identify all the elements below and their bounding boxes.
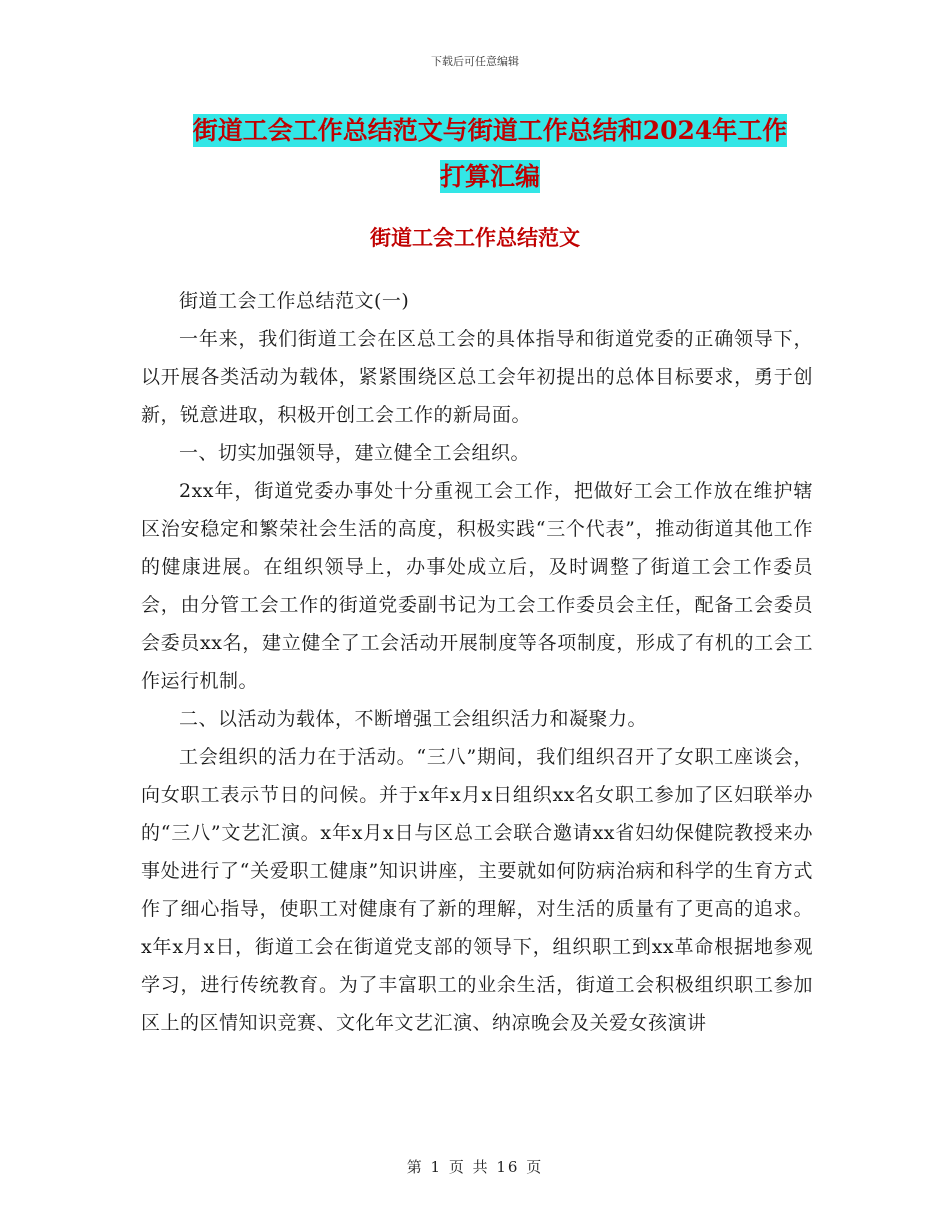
paragraph: 工会组织的活力在于活动。“三八”期间，我们组织召开了女职工座谈会，向女职工表示节日的问候。并于x年x月x日组织xx名女职工参加了区妇联举办的“三八”文艺汇演。x年x月x日与区总工会联合邀请xx省妇幼保健院教授来办事处进行了“关爱职工健康”知识讲座，主要就如何防病治病和科学的生育方式作了细心指导，使职工对健康有了新的理解，对生活的质量有了更高的追求。x年x月x日，街道工会在街道党支部的领导下，组织职工到xx革命根据地参观学习，进行传统教育。为了丰富职工的业余生活，街道工会积极组织职工参加区上的区情知识竞赛、文化年文艺汇演、纳凉晚会及关爱女孩演讲 (141, 746, 813, 1034)
paragraph: 二、以活动为载体，不断增强工会组织活力和凝聚力。 (179, 708, 648, 730)
document-title (140, 108, 840, 200)
paragraph: 街道工会工作总结范文(一) (179, 290, 410, 312)
title-line-1: 街道工会工作总结范文与街道工作总结和2024年工作 (192, 116, 788, 145)
paragraph: 一、切实加强领导，建立健全工会组织。 (179, 442, 531, 464)
document-body (141, 282, 813, 1042)
title-line-2: 打算汇编 (439, 162, 540, 191)
section-title: 街道工会工作总结范文 (370, 225, 580, 250)
page-header: 下载后可任意编辑 (431, 55, 519, 68)
paragraph: 2xx年，街道党委办事处十分重视工会工作，把做好工会工作放在维护辖区治安稳定和繁荣社会生活的高度，积极实践“三个代表”，推动街道其他工作的健康进展。在组织领导上，办事处成立后，及时调整了街道工会工作委员会，由分管工会工作的街道党委副书记为工会工作委员会主任，配备工会委员会委员xx名，建立健全了工会活动开展制度等各项制度，形成了有机的工会工作运行机制。 (141, 480, 813, 692)
paragraph: 一年来，我们街道工会在区总工会的具体指导和街道党委的正确领导下，以开展各类活动为载体，紧紧围绕区总工会年初提出的总体目标要求，勇于创新，锐意进取，积极开创工会工作的新局面。 (141, 328, 813, 426)
page-number: 第 1 页 共 16 页 (406, 1158, 544, 1176)
